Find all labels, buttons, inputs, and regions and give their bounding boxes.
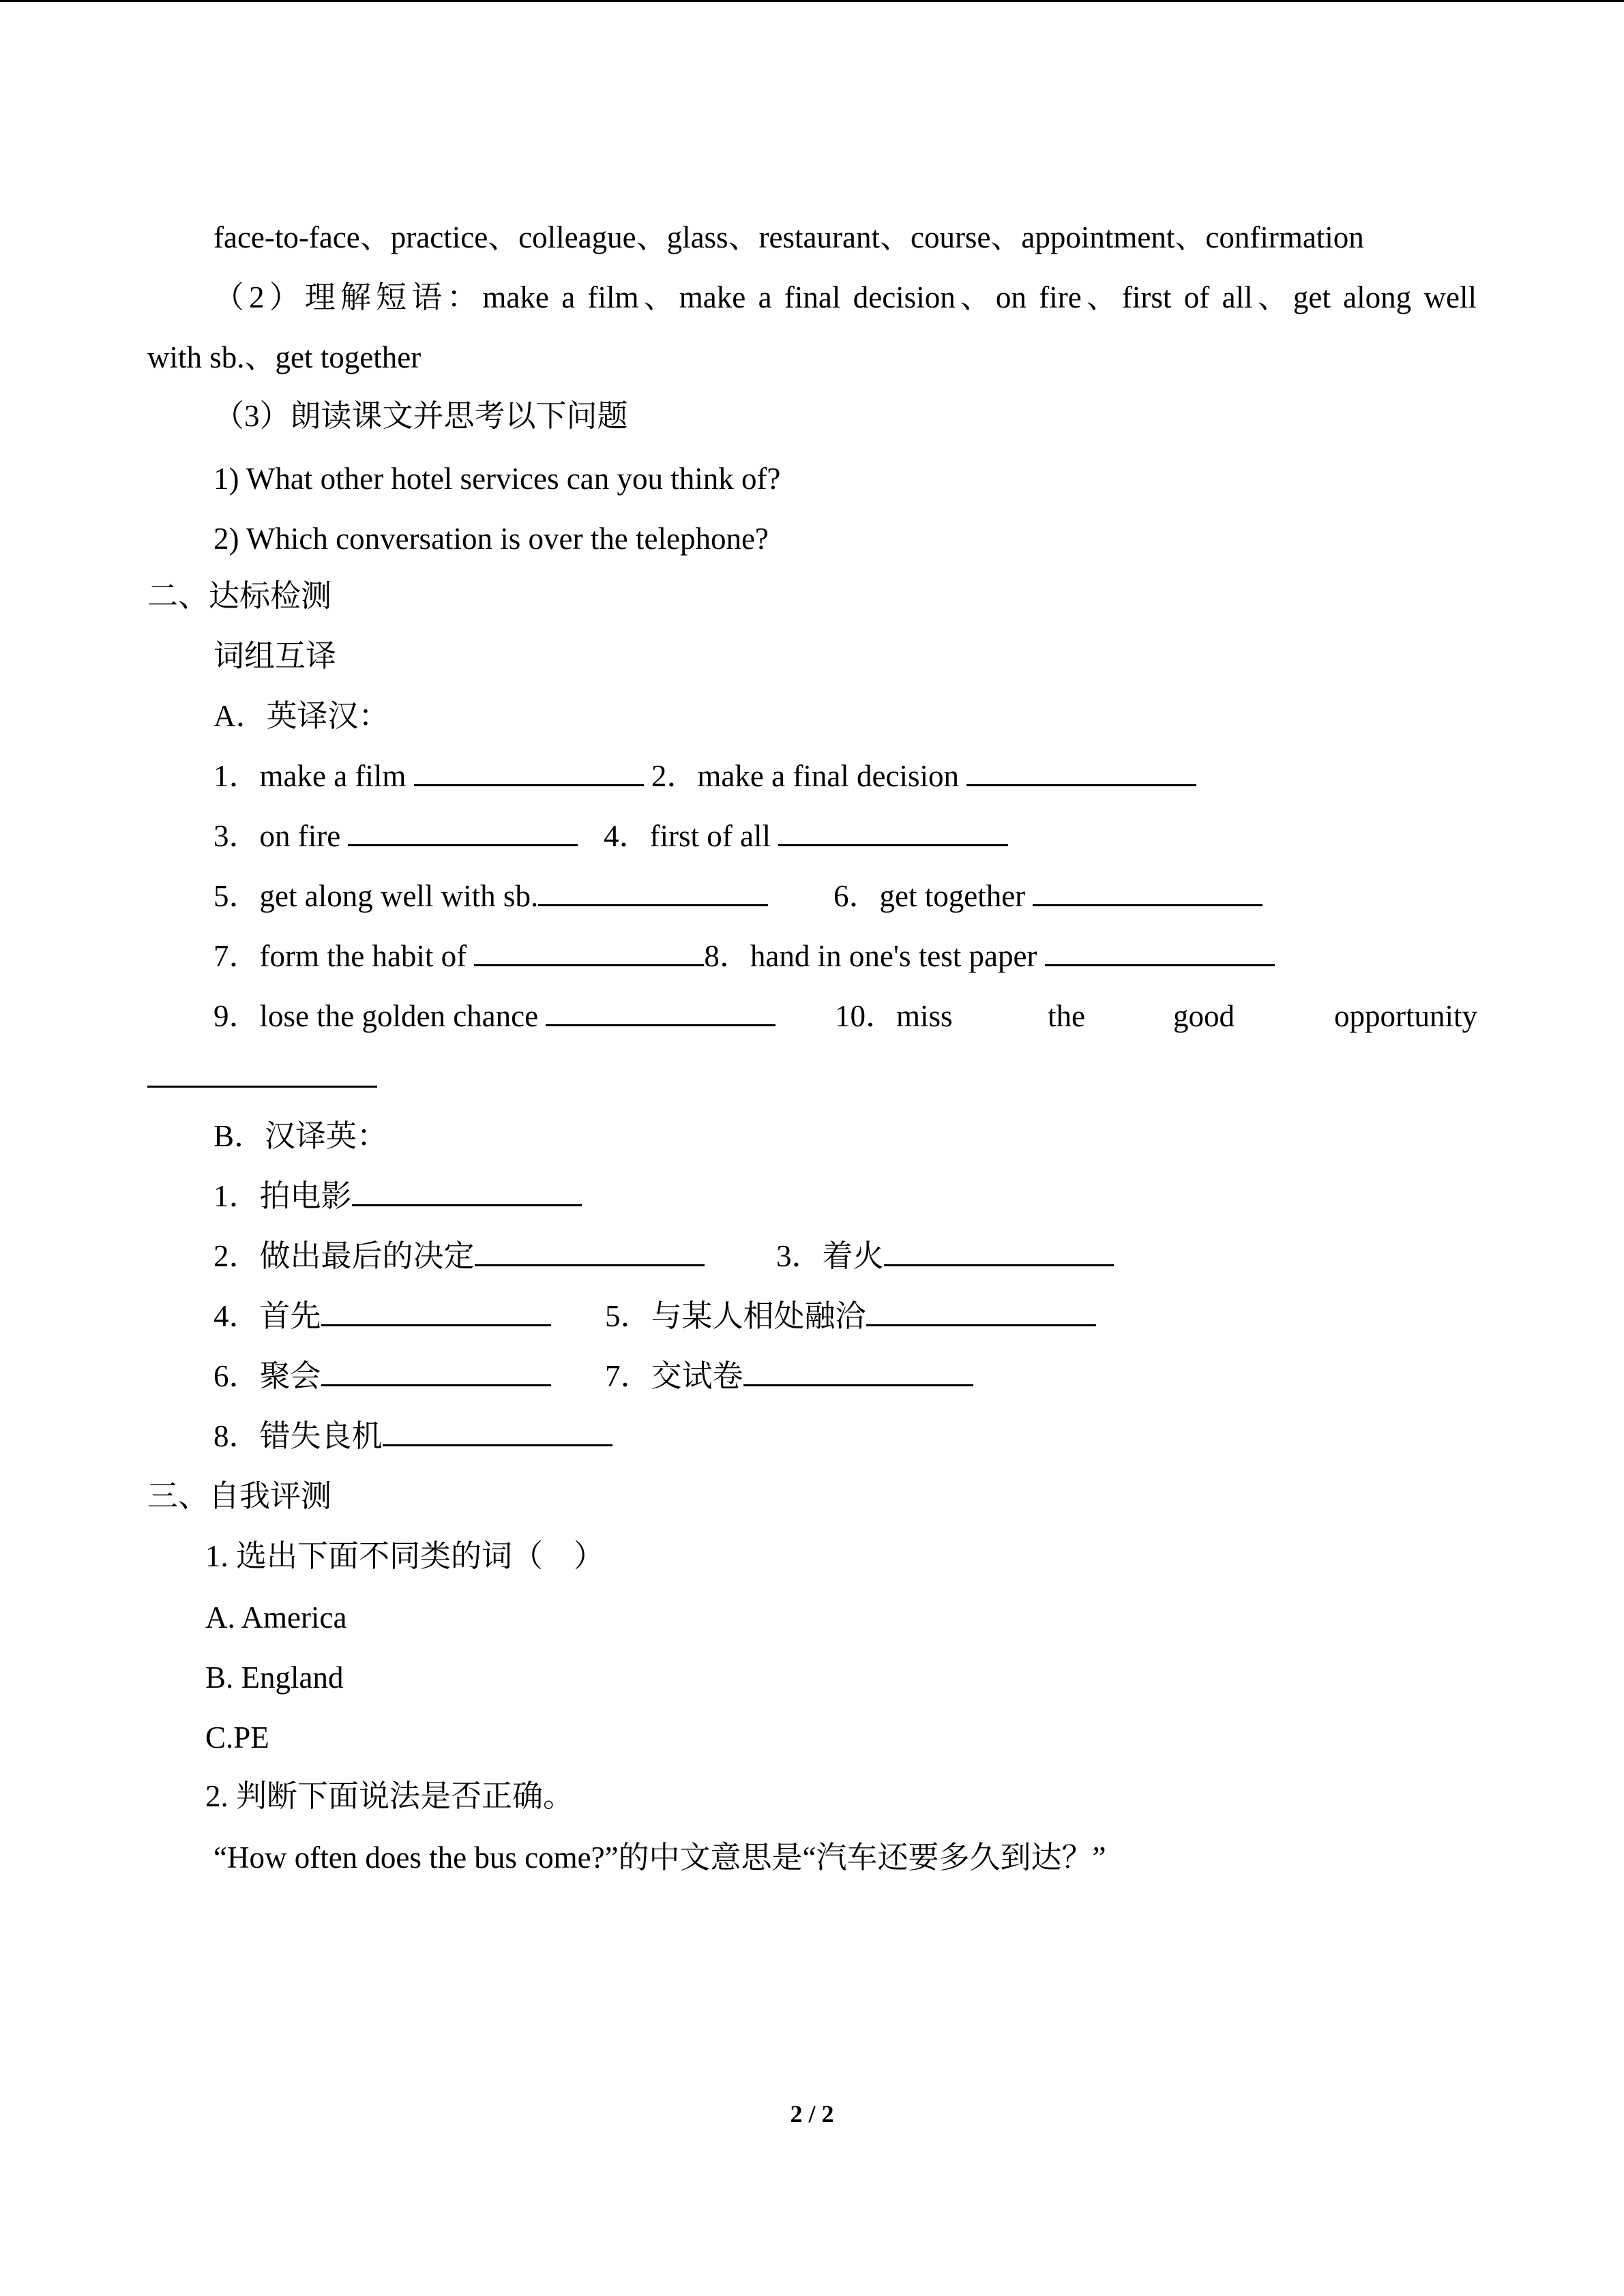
top-border — [0, 0, 1624, 2]
partB-row-2 — [213, 1236, 705, 1277]
partA-row-3 — [213, 876, 768, 916]
page-number: 2 / 2 — [790, 2100, 834, 2128]
self-test-statement: “How often does the bus come?”的中文意思是“汽车还要多久到达？” — [213, 1840, 1106, 1875]
answer-blank[interactable] — [538, 877, 768, 906]
partB-item-7: 7．交试卷 — [605, 1359, 743, 1393]
question-2: 2) Which conversation is over the telephone? — [213, 522, 769, 556]
answer-blank[interactable] — [866, 1297, 1096, 1326]
partB-item-8: 8．错失良机 — [213, 1419, 383, 1453]
partA-item-10-word: opportunity — [1334, 999, 1477, 1033]
partA-label: A．英译汉： — [213, 699, 389, 733]
partB-row-3b — [605, 1296, 1096, 1337]
answer-blank[interactable] — [352, 1177, 582, 1206]
partA-item-1: 1．make a film — [213, 759, 407, 793]
partB-item-1: 1．拍电影 — [213, 1179, 352, 1213]
partA-row-3b — [833, 876, 1263, 916]
partA-item-10-word: 10．miss — [835, 999, 953, 1033]
partA-item-8: 8．hand in one's test paper — [704, 939, 1037, 973]
answer-blank[interactable] — [321, 1357, 551, 1386]
answer-blank[interactable] — [743, 1357, 973, 1386]
answer-blank[interactable] — [383, 1417, 612, 1446]
partB-row-1 — [213, 1176, 582, 1217]
section3-heading: 三、自我评测 — [147, 1479, 332, 1513]
partA-row-2 — [213, 816, 578, 856]
partA-row-2b — [604, 816, 1008, 856]
answer-blank[interactable] — [414, 757, 644, 786]
partB-item-4: 4．首先 — [213, 1299, 321, 1333]
partB-row-4b — [605, 1356, 973, 1397]
partA-item-4: 4．first of all — [604, 819, 771, 853]
partA-item-10 — [835, 996, 1477, 1037]
section2-subheading: 词组互译 — [213, 639, 337, 673]
partA-item-5: 5．get along well with sb. — [213, 879, 539, 913]
partA-row-5 — [213, 996, 776, 1037]
partB-item-6: 6．聚会 — [213, 1359, 321, 1393]
partA-row-4 — [213, 936, 1275, 976]
partA-row-1 — [213, 756, 1196, 796]
self-test-question-2: 2. 判断下面说法是否正确。 — [205, 1779, 574, 1813]
partB-row-2b — [776, 1236, 1114, 1277]
partB-row-4 — [213, 1356, 551, 1397]
answer-blank[interactable] — [546, 997, 776, 1026]
option-a: A. America — [205, 1600, 347, 1635]
partA-item-2: 2．make a final decision — [651, 759, 960, 793]
answer-blank[interactable] — [884, 1237, 1114, 1266]
answer-blank[interactable] — [321, 1297, 551, 1326]
vocab-words: face-to-face、practice、colleague、glass、restaurant、course、appointment、confirmation — [213, 220, 1364, 254]
answer-blank[interactable] — [475, 1237, 705, 1266]
answer-blank[interactable] — [1045, 937, 1275, 966]
question-1: 1) What other hotel services can you think of? — [213, 462, 781, 496]
partB-item-5: 5．与某人相处融洽 — [605, 1299, 866, 1333]
partA-row-5-continued — [147, 1057, 377, 1098]
partA-item-7: 7．form the habit of — [213, 939, 467, 973]
answer-blank[interactable] — [348, 817, 578, 846]
option-b: B. England — [205, 1660, 344, 1695]
phrase-intro-line1: （2）理解短语：make a film、make a final decision、on fire、first of all、get along well — [213, 280, 1477, 314]
partB-item-2: 2．做出最后的决定 — [213, 1239, 475, 1273]
section2-heading: 二、达标检测 — [147, 579, 332, 613]
self-test-question-1: 1. 选出下面不同类的词（ ） — [205, 1539, 605, 1573]
partA-item-6: 6．get together — [833, 879, 1026, 913]
partA-item-10-word: the — [1048, 999, 1085, 1033]
answer-blank[interactable] — [1033, 877, 1263, 906]
partB-row-5 — [213, 1416, 612, 1457]
read-task: （3）朗读课文并思考以下问题 — [213, 399, 628, 433]
answer-blank[interactable] — [147, 1058, 377, 1088]
partA-item-9: 9．lose the golden chance — [213, 999, 539, 1033]
answer-blank[interactable] — [474, 937, 704, 966]
phrase-intro-line2: with sb.、get together — [147, 340, 422, 374]
partB-label: B．汉译英： — [213, 1119, 388, 1153]
partA-item-10-word: good — [1173, 999, 1235, 1033]
answer-blank[interactable] — [966, 757, 1196, 786]
answer-blank[interactable] — [778, 817, 1008, 846]
partB-item-3: 3．着火 — [776, 1239, 884, 1273]
partA-item-3: 3．on fire — [213, 819, 341, 853]
option-c: C.PE — [205, 1720, 269, 1755]
partB-row-3 — [213, 1296, 551, 1337]
